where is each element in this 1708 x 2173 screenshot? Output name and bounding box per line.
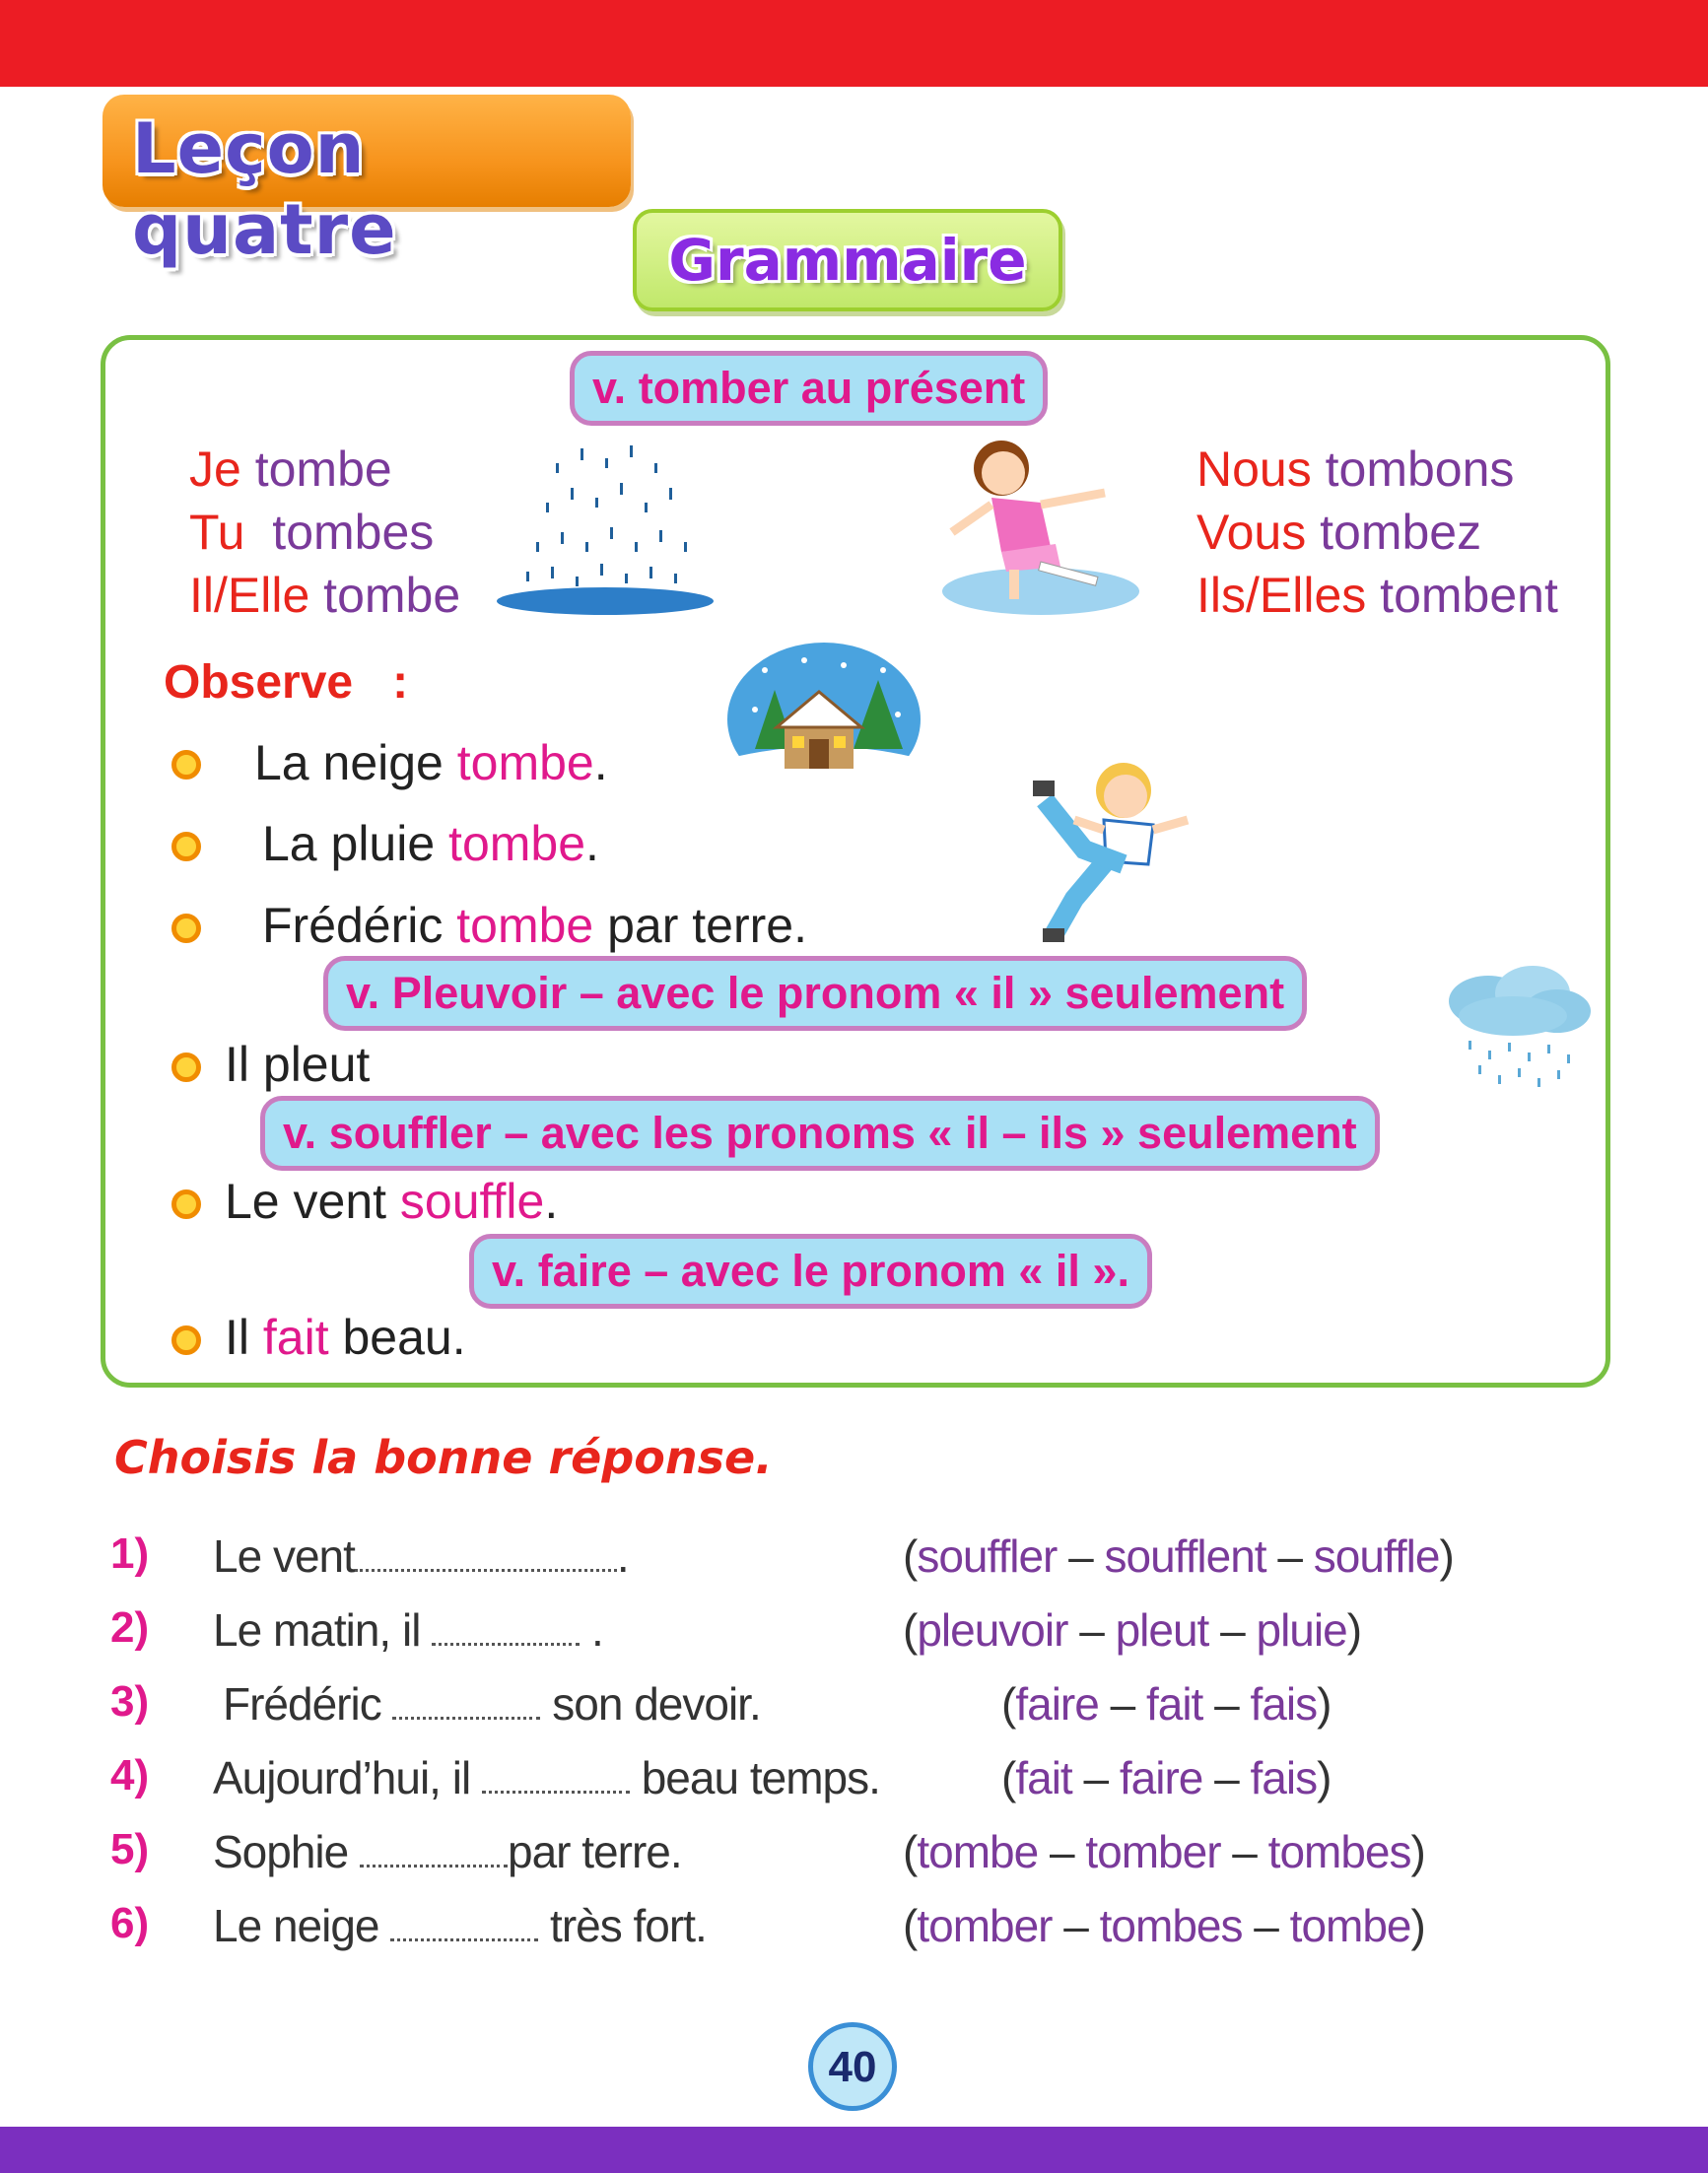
option[interactable]: pluie — [1256, 1604, 1347, 1656]
option[interactable]: souffler — [917, 1530, 1058, 1582]
pill-faire: v. faire – avec le pronom « il ». — [469, 1234, 1152, 1309]
bullet-icon — [171, 1325, 201, 1355]
exercise-sentence — [213, 1529, 629, 1583]
answer-blank[interactable] — [360, 1838, 508, 1867]
example-frederic — [262, 896, 807, 955]
separator: – — [1071, 1752, 1120, 1803]
page-number: 40 — [808, 2022, 897, 2111]
conj-ils-elles — [1196, 564, 1558, 627]
option[interactable]: tomber — [917, 1900, 1053, 1951]
answer-blank[interactable] — [432, 1616, 580, 1646]
lesson-title: Leçon quatre — [132, 108, 397, 270]
sentence-start: Aujourd’hui, il — [213, 1752, 482, 1803]
separator: – — [1202, 1752, 1251, 1803]
separator: – — [1202, 1678, 1251, 1730]
separator: – — [1242, 1900, 1290, 1951]
answer-blank[interactable] — [482, 1764, 630, 1794]
example-il-pleut: Il pleut — [225, 1037, 371, 1092]
example-end: beau. — [328, 1310, 466, 1365]
conj-pronoun: Tu — [189, 505, 245, 560]
conj-verb: tombez — [1320, 505, 1482, 560]
option[interactable]: fait — [1145, 1678, 1203, 1730]
example-verb: tombe — [448, 816, 586, 871]
exercise-sentence — [213, 1825, 682, 1878]
answer-blank[interactable] — [355, 1542, 617, 1572]
conj-vous — [1196, 501, 1481, 564]
option[interactable]: tombe — [1289, 1900, 1411, 1951]
conj-pronoun: Vous — [1196, 505, 1307, 560]
bottom-color-bar — [0, 2127, 1708, 2173]
exercise-row — [0, 1603, 1708, 1663]
option[interactable]: tomber — [1085, 1826, 1221, 1877]
sentence-start: Le matin, il — [213, 1604, 433, 1656]
close-paren: ) — [1410, 1826, 1425, 1877]
separator: – — [1098, 1678, 1146, 1730]
option[interactable]: fais — [1250, 1678, 1318, 1730]
open-paren: ( — [903, 1900, 918, 1951]
option[interactable]: fait — [1015, 1752, 1072, 1803]
option[interactable]: faire — [1119, 1752, 1203, 1803]
option[interactable]: souffle — [1313, 1530, 1440, 1582]
pill-tomber-present: v. tomber au présent — [570, 351, 1048, 426]
example-text: Frédéric — [262, 898, 457, 953]
bullet-icon — [171, 750, 201, 780]
exercise-number: 6) — [110, 1899, 150, 1947]
snowy-house-illustration — [725, 641, 922, 808]
exercise-number: 3) — [110, 1677, 150, 1726]
bullet-icon — [171, 1189, 201, 1219]
conj-nous — [1196, 438, 1514, 501]
example-text: Le vent — [225, 1174, 400, 1229]
sentence-end: très fort. — [538, 1900, 707, 1951]
observe-text: Observe — [164, 656, 354, 709]
exercise-number: 4) — [110, 1751, 150, 1800]
close-paren: ) — [1317, 1752, 1332, 1803]
example-la-neige — [254, 733, 608, 792]
pill-souffler: v. souffler – avec les pronoms « il – ils » seulement — [260, 1096, 1380, 1171]
option[interactable]: pleut — [1115, 1604, 1209, 1656]
option[interactable]: soufflent — [1104, 1530, 1266, 1582]
exercise-options — [903, 1825, 1425, 1878]
example-text: Il — [225, 1310, 263, 1365]
open-paren: ( — [1001, 1752, 1016, 1803]
conj-il-elle — [189, 564, 460, 627]
example-le-vent — [225, 1172, 558, 1231]
bullet-icon — [171, 1053, 201, 1082]
rain-puddle-illustration — [487, 443, 729, 621]
observe-label — [164, 655, 408, 710]
exercise-title: Choisis la bonne réponse. — [114, 1431, 773, 1484]
example-end: . — [585, 816, 599, 871]
open-paren: ( — [903, 1604, 918, 1656]
option[interactable]: pleuvoir — [917, 1604, 1068, 1656]
separator: – — [1057, 1530, 1105, 1582]
separator: – — [1208, 1604, 1257, 1656]
example-text: La neige — [254, 735, 457, 790]
conj-je — [189, 438, 392, 501]
example-il-fait-beau — [225, 1308, 466, 1367]
conj-verb: tombe — [323, 568, 461, 623]
close-paren: ) — [1346, 1604, 1362, 1656]
sentence-end: . — [580, 1604, 603, 1656]
conj-pronoun: Nous — [1196, 441, 1312, 497]
exercise-options — [903, 1603, 1361, 1657]
lesson-banner — [102, 95, 631, 270]
option[interactable]: fais — [1250, 1752, 1318, 1803]
exercise-options — [903, 1529, 1454, 1583]
separator: – — [1220, 1826, 1268, 1877]
conj-pronoun: Il/Elle — [189, 568, 310, 623]
pill-pleuvoir: v. Pleuvoir – avec le pronom « il » seulement — [323, 956, 1307, 1031]
example-end: . — [544, 1174, 559, 1229]
observe-colon: : — [392, 656, 409, 709]
exercise-options — [903, 1899, 1425, 1952]
open-paren: ( — [903, 1826, 918, 1877]
separator: – — [1067, 1604, 1116, 1656]
exercise-row — [0, 1825, 1708, 1884]
section-title: Grammaire — [668, 227, 1027, 294]
boy-falling-illustration — [1015, 751, 1193, 948]
exercise-row — [0, 1899, 1708, 1958]
sentence-start: Frédéric — [223, 1678, 393, 1730]
example-text: La pluie — [262, 816, 449, 871]
conj-verb: tombent — [1380, 568, 1558, 623]
exercise-row — [0, 1677, 1708, 1736]
conj-pronoun: Je — [189, 441, 241, 497]
sentence-end: . — [616, 1530, 629, 1582]
separator: – — [1052, 1900, 1100, 1951]
exercise-row — [0, 1751, 1708, 1810]
grammar-banner — [633, 209, 1062, 311]
example-end: par terre. — [593, 898, 807, 953]
exercise-options — [1001, 1751, 1331, 1804]
conj-tu — [189, 501, 434, 564]
separator: – — [1265, 1530, 1314, 1582]
option[interactable]: tombes — [1099, 1900, 1243, 1951]
conj-verb: tombons — [1325, 441, 1515, 497]
sentence-start: Le vent — [213, 1530, 355, 1582]
exercise-sentence — [213, 1751, 880, 1804]
exercise-sentence — [223, 1677, 761, 1731]
separator: – — [1038, 1826, 1086, 1877]
exercise-number: 2) — [110, 1603, 150, 1652]
bullet-icon — [171, 832, 201, 861]
exercise-number: 5) — [110, 1825, 150, 1873]
open-paren: ( — [1001, 1678, 1016, 1730]
exercise-sentence — [213, 1603, 603, 1657]
conj-verb: tombes — [272, 505, 435, 560]
sentence-end: par terre. — [508, 1826, 682, 1877]
example-verb: tombe — [456, 898, 594, 953]
conj-pronoun: Ils/Elles — [1196, 568, 1367, 623]
top-color-bar — [0, 0, 1708, 87]
example-end: . — [593, 735, 608, 790]
option[interactable]: faire — [1015, 1678, 1099, 1730]
sentence-end: beau temps. — [629, 1752, 880, 1803]
bullet-icon — [171, 914, 201, 943]
exercise-row — [0, 1529, 1708, 1589]
example-verb: fait — [262, 1310, 329, 1365]
girl-falling-illustration — [932, 434, 1149, 631]
exercise-sentence — [213, 1899, 707, 1952]
open-paren: ( — [903, 1530, 918, 1582]
example-la-pluie — [262, 814, 599, 873]
close-paren: ) — [1410, 1900, 1425, 1951]
answer-blank[interactable] — [390, 1912, 538, 1941]
example-verb: tombe — [456, 735, 594, 790]
sentence-start: Sophie — [213, 1826, 361, 1877]
example-verb: souffle — [399, 1174, 545, 1229]
sentence-start: Le neige — [213, 1900, 391, 1951]
close-paren: ) — [1439, 1530, 1454, 1582]
answer-blank[interactable] — [392, 1690, 540, 1720]
option[interactable]: tombe — [917, 1826, 1039, 1877]
exercise-options — [1001, 1677, 1331, 1731]
rain-cloud-illustration — [1439, 962, 1593, 1100]
sentence-end: son devoir. — [540, 1678, 761, 1730]
option[interactable]: tombes — [1267, 1826, 1411, 1877]
exercise-number: 1) — [110, 1529, 150, 1578]
conj-verb: tombe — [254, 441, 392, 497]
close-paren: ) — [1317, 1678, 1332, 1730]
